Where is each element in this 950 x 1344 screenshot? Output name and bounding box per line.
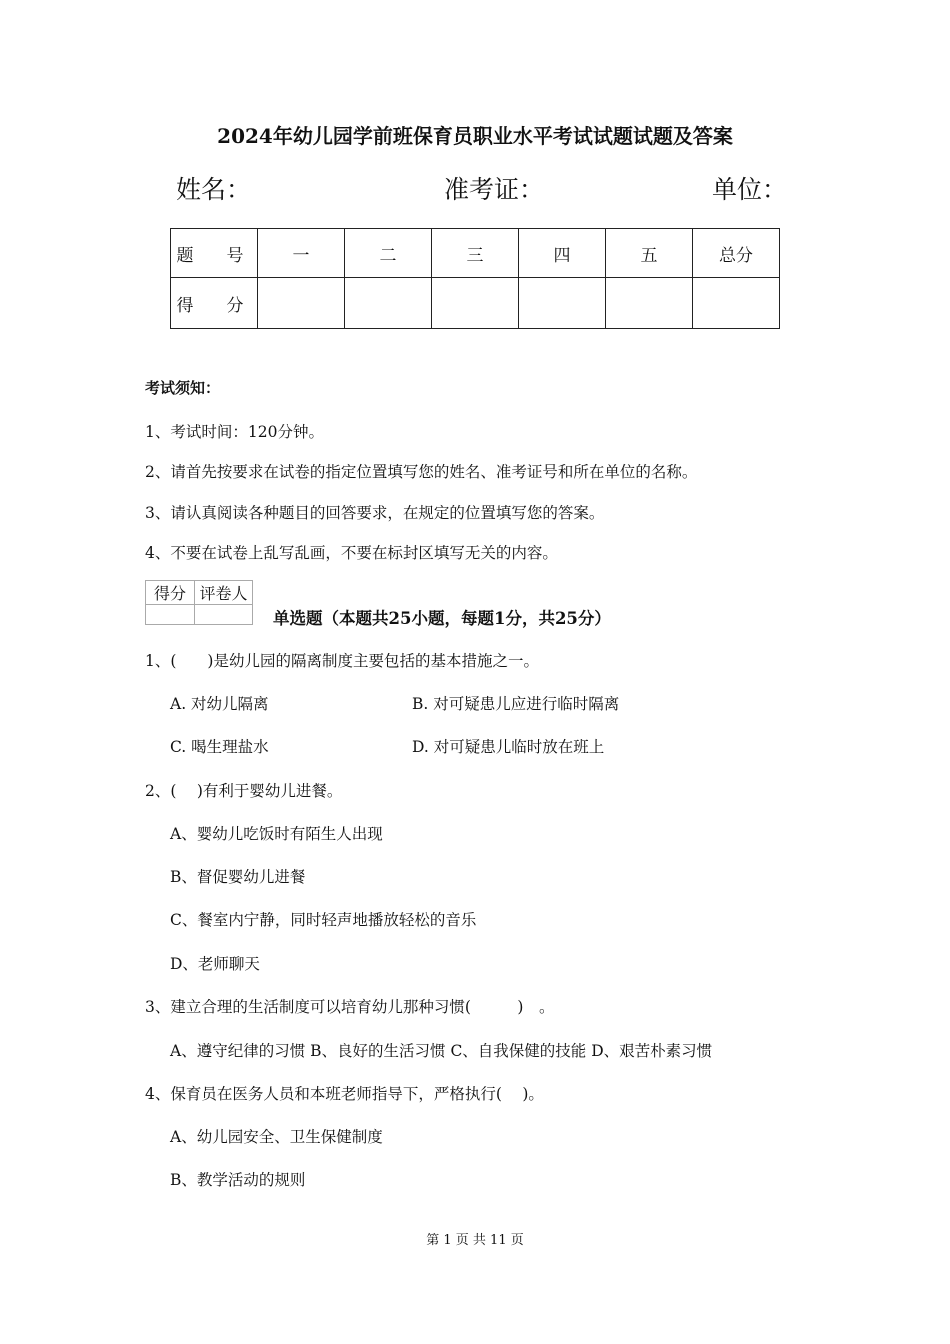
option-c: C. 喝生理盐水 <box>170 738 269 756</box>
option-d: D. 对可疑患儿临时放在班上 <box>412 738 605 756</box>
page-footer: 第 1 页 共 11 页 <box>426 1233 524 1248</box>
ticket-field-label: 准考证： <box>444 175 545 204</box>
notice-item: 1、考试时间：120分钟。 <box>145 423 324 441</box>
notice-item: 4、不要在试卷上乱写乱画，不要在标封区填写无关的内容。 <box>145 544 558 562</box>
score-cell-header: 四 <box>519 229 606 278</box>
score-cell-label: 题 号 <box>171 229 258 278</box>
option-b: B. 对可疑患儿应进行临时隔离 <box>412 695 620 713</box>
score-cell-empty[interactable] <box>258 278 345 329</box>
score-table-header-row <box>171 229 780 278</box>
score-cell-empty[interactable] <box>519 278 606 329</box>
option-b: B、教学活动的规则 <box>170 1171 306 1189</box>
option-a: A、婴幼儿吃饭时有陌生人出现 <box>170 825 383 843</box>
score-cell-empty[interactable] <box>606 278 693 329</box>
option-d: D、老师聊天 <box>170 955 260 973</box>
option-b: B、督促婴幼儿进餐 <box>170 868 306 886</box>
question-stem: 1、( )是幼儿园的隔离制度主要包括的基本措施之一。 <box>145 652 539 670</box>
score-table <box>170 228 780 329</box>
score-cell-empty[interactable] <box>693 278 780 329</box>
question-stem: 3、建立合理的生活制度可以培育幼儿那种习惯( ) 。 <box>145 998 555 1016</box>
grader-score-label: 得分 <box>146 581 195 605</box>
score-cell-header: 总分 <box>693 229 780 278</box>
score-cell-header: 一 <box>258 229 345 278</box>
grader-reviewer-cell[interactable] <box>195 605 253 625</box>
document-title: 2024年幼儿园学前班保育员职业水平考试试题试题及答案 <box>217 124 733 148</box>
score-cell-empty[interactable] <box>345 278 432 329</box>
options-inline: A、遵守纪律的习惯 B、良好的生活习惯 C、自我保健的技能 D、艰苦朴素习惯 <box>170 1042 713 1060</box>
score-table-score-row <box>171 278 780 329</box>
score-cell-header: 二 <box>345 229 432 278</box>
option-a: A、幼儿园安全、卫生保健制度 <box>170 1128 383 1146</box>
option-a: A. 对幼儿隔离 <box>170 695 269 713</box>
question-stem: 4、保育员在医务人员和本班老师指导下，严格执行( )。 <box>145 1085 544 1103</box>
name-field-label: 姓名： <box>176 175 252 204</box>
grader-box <box>145 580 253 625</box>
notice-item: 3、请认真阅读各种题目的回答要求，在规定的位置填写您的答案。 <box>145 504 605 522</box>
notice-item: 2、请首先按要求在试卷的指定位置填写您的姓名、准考证号和所在单位的名称。 <box>145 463 698 481</box>
grader-score-cell[interactable] <box>146 605 195 625</box>
score-cell-header: 三 <box>432 229 519 278</box>
notice-title: 考试须知： <box>145 379 221 397</box>
option-c: C、餐室内宁静，同时轻声地播放轻松的音乐 <box>170 911 477 929</box>
question-stem: 2、( )有利于婴幼儿进餐。 <box>145 782 343 800</box>
grader-reviewer-label: 评卷人 <box>195 581 253 605</box>
score-cell-label: 得 分 <box>171 278 258 329</box>
score-cell-empty[interactable] <box>432 278 519 329</box>
candidate-info-row <box>0 170 950 204</box>
unit-field-label: 单位： <box>712 175 788 204</box>
section-title: 单选题（本题共25小题，每题1分，共25分） <box>273 609 611 628</box>
score-cell-header: 五 <box>606 229 693 278</box>
